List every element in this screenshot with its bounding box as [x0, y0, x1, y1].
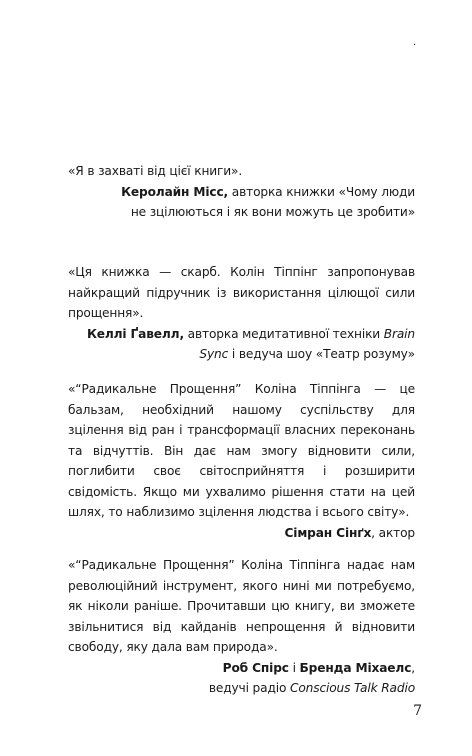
testimonial-1	[68, 161, 415, 223]
testimonial-1-role-cont: не зцілюються і як вони можуть це зробити»	[130, 205, 415, 219]
testimonial-3-role: , актор	[371, 525, 415, 540]
corner-dot: .	[413, 37, 417, 48]
testimonial-4-comma: ,	[411, 660, 415, 675]
testimonial-1-author: Керолайн Місс,	[121, 184, 229, 199]
testimonial-4	[68, 555, 415, 699]
testimonial-3-author: Сімран Сінґх	[284, 525, 372, 540]
testimonial-4-role: ведучі радіо	[208, 681, 290, 695]
testimonial-2-brand-a: Brain	[383, 326, 415, 341]
testimonial-2	[68, 262, 415, 365]
testimonial-1-role: авторка книжки «Чому люди	[228, 184, 415, 199]
testimonial-2-author: Келлі Ґавелл,	[86, 326, 184, 341]
testimonial-2-role-cont: і ведуча шоу «Театр розуму»	[228, 347, 415, 361]
testimonial-4-author-b: Бренда Міхаелс	[299, 660, 412, 675]
testimonial-4-quote: «“Радикальне Прощення” Коліна Тіппінга надає нам революційний інструмент, якого нині ми потребуємо, як ніколи раніше. Прочитавши цю книгу, ви зможете звільнитися від кайданів непрощення й відновити свободу, яку дала вам природа».	[68, 558, 415, 654]
testimonial-3	[68, 379, 415, 543]
testimonial-1-quote: «Я в захваті від цієї книги».	[68, 164, 243, 178]
testimonial-3-attribution	[68, 523, 415, 544]
testimonial-3-quote: «“Радикальне Прощення” Коліна Тіппінга — це бальзам, необхідний нашому суспільству для зцілення від ран і трансформації власних переконань та відчуттів. Він дає нам змогу відновити сили, поглибити своє світосприйняття і розширити свідомість. Якщо ми ухвалимо рішення стати на цей шлях, то наблизимо зцілення людства і всього світу».	[68, 382, 415, 519]
page-number: 7	[413, 703, 422, 719]
testimonial-4-author-a: Роб Спірс	[222, 660, 289, 675]
testimonial-1-attribution	[68, 182, 415, 223]
testimonial-2-attribution	[68, 324, 415, 365]
testimonial-4-show: Conscious Talk Radio	[290, 681, 415, 695]
testimonial-4-joiner: і	[288, 660, 300, 675]
testimonial-2-quote: «Ця книжка — скарб. Колін Тіппінг запропонував найкращий підручник із використання цілющої сили прощення».	[68, 265, 415, 320]
testimonial-4-attribution	[68, 658, 415, 699]
testimonial-2-role: авторка медитативної техніки	[183, 326, 384, 341]
testimonial-2-brand-b: Sync	[199, 347, 229, 361]
